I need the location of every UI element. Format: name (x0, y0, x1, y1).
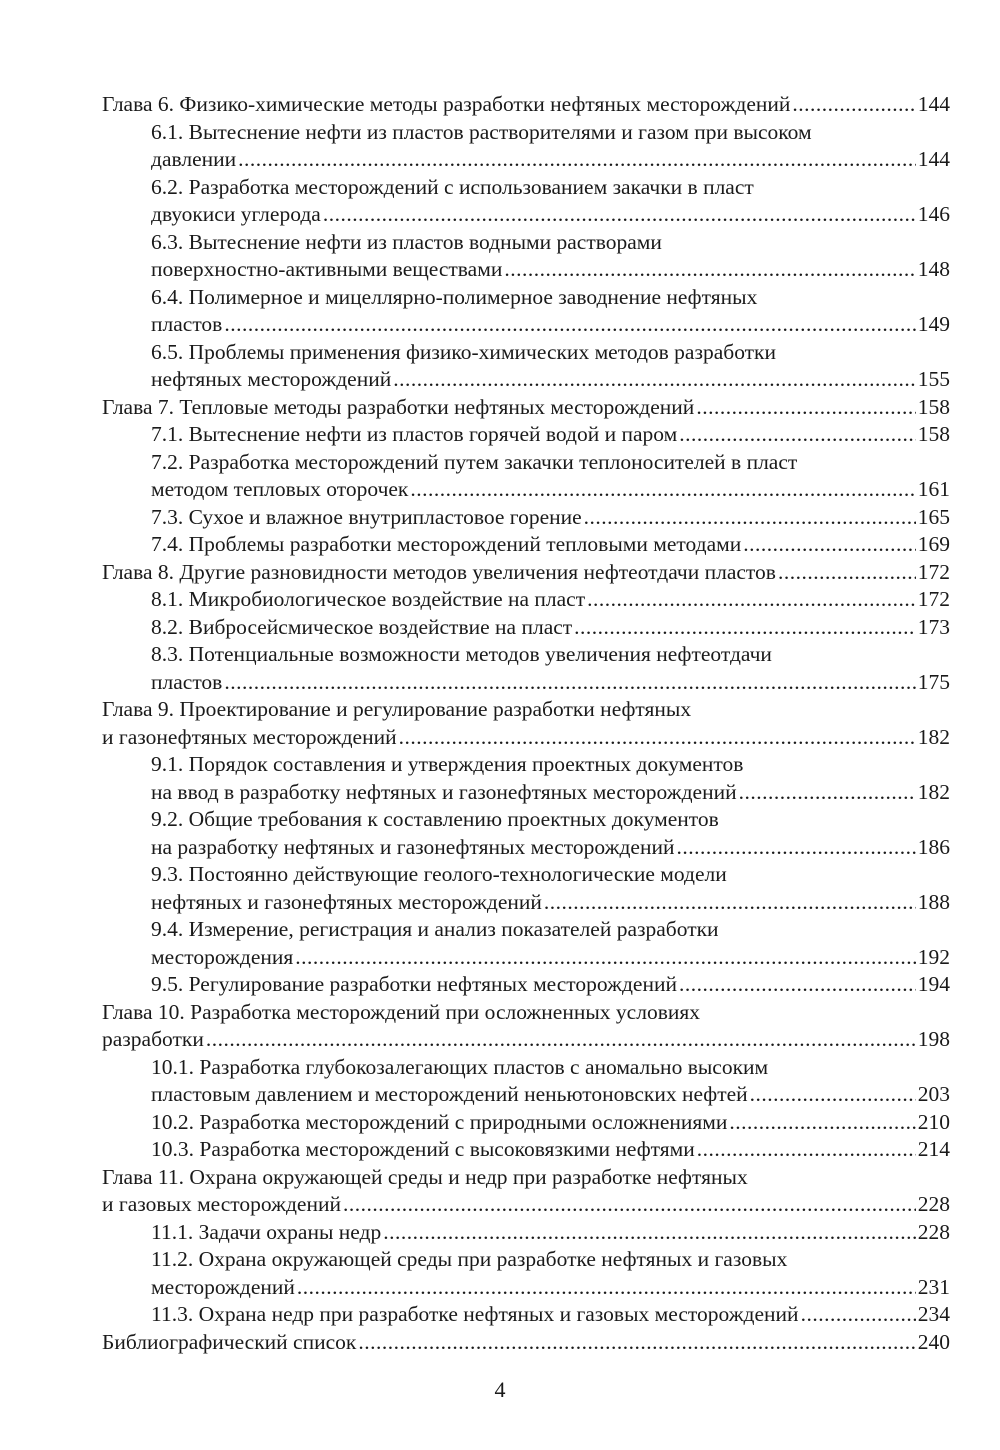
toc-entry-last-line (151, 779, 950, 807)
toc-entry-last-line (151, 669, 950, 697)
toc-entry-title-line: разработки (102, 1027, 204, 1051)
toc-page-number: 203 (917, 1082, 950, 1106)
dot-leader (383, 1219, 916, 1247)
toc-entry-title-line: 8.2. Вибросейсмическое воздействие на пласт (151, 614, 573, 639)
toc-entry-title-line: 7.3. Сухое и влажное внутрипластовое горение (151, 504, 582, 529)
dot-leader (743, 531, 916, 559)
toc-section-entry (102, 861, 950, 916)
toc-section-entry (102, 229, 950, 284)
toc-entry-last-line (151, 366, 950, 394)
toc-page-number: 194 (917, 972, 950, 996)
toc-entry-last-line (151, 586, 950, 614)
toc-page-number: 173 (917, 614, 950, 639)
toc-entry-title-line: 9.2. Общие требования к составлению проектных документов (151, 807, 719, 831)
dot-leader (792, 91, 915, 119)
toc-page-number: 155 (917, 367, 950, 391)
dot-leader (393, 366, 916, 394)
dot-leader (343, 1191, 916, 1219)
dot-leader (323, 201, 916, 229)
toc-page-number: 165 (917, 504, 950, 529)
toc-entry-last-line (151, 421, 950, 449)
toc-entry-last-line (151, 1301, 950, 1329)
toc-section-entry (102, 531, 950, 559)
toc-entry-title-line: 11.2. Охрана окружающей среды при разработке нефтяных и газовых (151, 1247, 788, 1271)
toc-entry-title-line: 7.1. Вытеснение нефти из пластов горячей водой и паром (151, 422, 678, 446)
toc-entry-title-line: давлении (151, 147, 237, 171)
toc-section-entry (102, 339, 950, 394)
toc-entry-last-line (151, 1109, 950, 1137)
toc-section-entry (102, 1136, 950, 1164)
dot-leader (504, 256, 915, 284)
toc-entry-last-line (151, 889, 950, 917)
toc-page-number: 158 (917, 422, 950, 446)
toc-page-number: 172 (917, 559, 950, 584)
toc-entry-title-line: Глава 6. Физико-химические методы разработки нефтяных месторождений (102, 92, 791, 116)
toc-entry-title-line: 8.1. Микробиологическое воздействие на пласт (151, 587, 586, 611)
dot-leader (206, 1026, 916, 1054)
dot-leader (399, 724, 916, 752)
dot-leader (297, 1274, 916, 1302)
toc-entry-last-line (102, 559, 950, 587)
dot-leader (544, 889, 916, 917)
toc-entry-last-line (151, 1136, 950, 1164)
toc-chapter-entry (102, 696, 950, 751)
toc-entry-title-line: пластов (151, 669, 223, 694)
toc-section-entry (102, 586, 950, 614)
toc-page-number: 234 (917, 1302, 950, 1326)
toc-entry-last-line (151, 531, 950, 559)
toc-page-number: 146 (917, 202, 950, 226)
toc-section-entry (102, 1246, 950, 1301)
dot-leader (574, 614, 916, 642)
toc-entry-title-line: месторождений (151, 1274, 295, 1299)
toc-entry-title-line: 8.3. Потенциальные возможности методов увеличения нефтеотдачи (151, 642, 772, 666)
toc-entry-last-line (151, 476, 950, 504)
toc-chapter-entry (102, 91, 950, 119)
toc-page-number: 158 (917, 394, 950, 419)
toc-page-number: 148 (917, 257, 950, 281)
toc-page-number: 175 (917, 669, 950, 694)
toc-entry-last-line (102, 1191, 950, 1219)
toc-chapter-entry (102, 394, 950, 422)
toc-section-entry (102, 1301, 950, 1329)
toc-entry-title-line: 6.5. Проблемы применения физико-химических методов разработки (151, 339, 777, 364)
toc-page-number: 182 (917, 779, 950, 804)
toc-entry-last-line (151, 311, 950, 339)
toc-entry-last-line (102, 724, 950, 752)
toc-entry-last-line (151, 504, 950, 532)
dot-leader (410, 476, 915, 504)
toc-entry-title-line: Глава 10. Разработка месторождений при осложненных условиях (102, 999, 700, 1024)
toc-page-number: 240 (917, 1329, 950, 1354)
toc-entry-title-line: на ввод в разработку нефтяных и газонефтяных месторождений (151, 779, 737, 804)
toc-page-number: 188 (917, 889, 950, 914)
toc-page-number: 144 (917, 92, 950, 116)
toc-entry-title-line: 6.2. Разработка месторождений с использованием закачки в пласт (151, 174, 754, 199)
dot-leader (778, 559, 916, 587)
table-of-contents (102, 91, 950, 1356)
dot-leader (224, 669, 915, 697)
toc-page-number: 149 (917, 312, 950, 336)
toc-page-number: 210 (917, 1109, 950, 1134)
toc-entry-title-line: 10.1. Разработка глубокозалегающих пластов с аномально высоким (151, 1054, 769, 1079)
toc-entry-title-line: 9.4. Измерение, регистрация и анализ показателей разработки (151, 917, 719, 941)
toc-page-number: 228 (917, 1192, 950, 1216)
toc-entry-title-line: 7.2. Разработка месторождений путем закачки теплоносителей в пласт (151, 449, 798, 474)
toc-entry-last-line (151, 1219, 950, 1247)
toc-entry-last-line (151, 944, 950, 972)
toc-chapter-entry (102, 1164, 950, 1219)
toc-section-entry (102, 284, 950, 339)
toc-section-entry (102, 174, 950, 229)
toc-section-entry (102, 421, 950, 449)
dot-leader (224, 311, 915, 339)
dot-leader (295, 944, 915, 972)
toc-entry-last-line (151, 1081, 950, 1109)
toc-entry-last-line (151, 834, 950, 862)
toc-entry-title-line: 6.4. Полимерное и мицеллярно-полимерное заводнение нефтяных (151, 284, 758, 309)
dot-leader (587, 586, 916, 614)
toc-page-number: 182 (917, 724, 950, 749)
toc-section-entry (102, 119, 950, 174)
toc-section-entry (102, 1219, 950, 1247)
toc-entry-title-line: и газовых месторождений (102, 1192, 341, 1216)
toc-entry-title-line: двуокиси углерода (151, 202, 321, 226)
toc-entry-last-line (102, 394, 950, 422)
toc-entry-title-line: 11.3. Охрана недр при разработке нефтяных и газовых месторождений (151, 1302, 799, 1326)
toc-entry-title-line: Глава 11. Охрана окружающей среды и недр при разработке нефтяных (102, 1164, 748, 1189)
toc-entry-title-line: 9.5. Регулирование разработки нефтяных месторождений (151, 972, 677, 996)
toc-page-number: 186 (917, 834, 950, 859)
toc-entry-title-line: методом тепловых оторочек (151, 477, 409, 501)
toc-section-entry (102, 504, 950, 532)
toc-page-number: 214 (917, 1137, 950, 1161)
toc-section-entry (102, 641, 950, 696)
dot-leader (729, 1109, 915, 1137)
toc-entry-title-line: и газонефтяных месторождений (102, 724, 397, 749)
toc-section-entry (102, 614, 950, 642)
toc-entry-title-line: пластов (151, 312, 223, 336)
toc-section-entry (102, 751, 950, 806)
toc-entry-title-line: 6.1. Вытеснение нефти из пластов растворителями и газом при высоком (151, 119, 812, 144)
toc-entry-title-line: пластовым давлением и месторождений неньютоновских нефтей (151, 1082, 748, 1106)
toc-entry-title-line: Глава 8. Другие разновидности методов увеличения нефтеотдачи пластов (102, 559, 776, 584)
toc-entry-title-line: Глава 9. Проектирование и регулирование разработки нефтяных (102, 697, 692, 721)
page-number: 4 (494, 1377, 506, 1402)
toc-page-number: 192 (917, 944, 950, 969)
toc-entry-last-line (151, 1274, 950, 1302)
toc-page-number: 161 (917, 477, 950, 501)
toc-entry-title-line: 6.3. Вытеснение нефти из пластов водными растворами (151, 229, 662, 254)
dot-leader (697, 1136, 916, 1164)
dot-leader (696, 394, 915, 422)
toc-entry-last-line (102, 1329, 950, 1357)
toc-entry-last-line (151, 256, 950, 284)
toc-section-entry (102, 449, 950, 504)
toc-entry-title-line: на разработку нефтяных и газонефтяных месторождений (151, 834, 675, 859)
toc-entry-last-line (102, 91, 950, 119)
toc-entry-last-line (151, 971, 950, 999)
dot-leader (739, 779, 916, 807)
toc-chapter-entry (102, 1329, 950, 1357)
toc-entry-title-line: 10.3. Разработка месторождений с высоковязкими нефтями (151, 1137, 695, 1161)
toc-entry-title-line: нефтяных месторождений (151, 367, 392, 391)
toc-chapter-entry (102, 999, 950, 1054)
toc-page-number: 169 (917, 532, 950, 556)
dot-leader (750, 1081, 916, 1109)
toc-entry-title-line: 9.1. Порядок составления и утверждения проектных документов (151, 752, 744, 776)
dot-leader (801, 1301, 916, 1329)
toc-page-number: 228 (917, 1219, 950, 1244)
toc-section-entry (102, 1054, 950, 1109)
toc-section-entry (102, 1109, 950, 1137)
dot-leader (238, 146, 916, 174)
toc-entry-title-line: месторождения (151, 944, 294, 969)
toc-entry-title-line: 11.1. Задачи охраны недр (151, 1219, 382, 1244)
toc-page-number: 231 (917, 1274, 950, 1299)
toc-entry-title-line: поверхностно-активными веществами (151, 257, 503, 281)
toc-entry-title-line: 9.3. Постоянно действующие геолого-технологические модели (151, 862, 727, 886)
toc-entry-title-line: нефтяных и газонефтяных месторождений (151, 889, 542, 914)
toc-section-entry (102, 806, 950, 861)
toc-entry-last-line (151, 146, 950, 174)
dot-leader (358, 1329, 915, 1357)
toc-section-entry (102, 971, 950, 999)
toc-entry-last-line (102, 1026, 950, 1054)
toc-page-number: 198 (917, 1027, 950, 1051)
toc-entry-last-line (151, 201, 950, 229)
dot-leader (679, 971, 916, 999)
toc-page-number: 144 (917, 147, 950, 171)
toc-page-number: 172 (917, 587, 950, 611)
dot-leader (676, 834, 915, 862)
toc-entry-last-line (151, 614, 950, 642)
toc-entry-title-line: Библиографический список (102, 1329, 357, 1354)
toc-entry-title-line: 7.4. Проблемы разработки месторождений тепловыми методами (151, 532, 742, 556)
toc-entry-title-line: Глава 7. Тепловые методы разработки нефтяных месторождений (102, 394, 695, 419)
toc-entry-title-line: 10.2. Разработка месторождений с природными осложнениями (151, 1109, 728, 1134)
toc-chapter-entry (102, 559, 950, 587)
dot-leader (584, 504, 916, 532)
toc-section-entry (102, 916, 950, 971)
dot-leader (679, 421, 916, 449)
